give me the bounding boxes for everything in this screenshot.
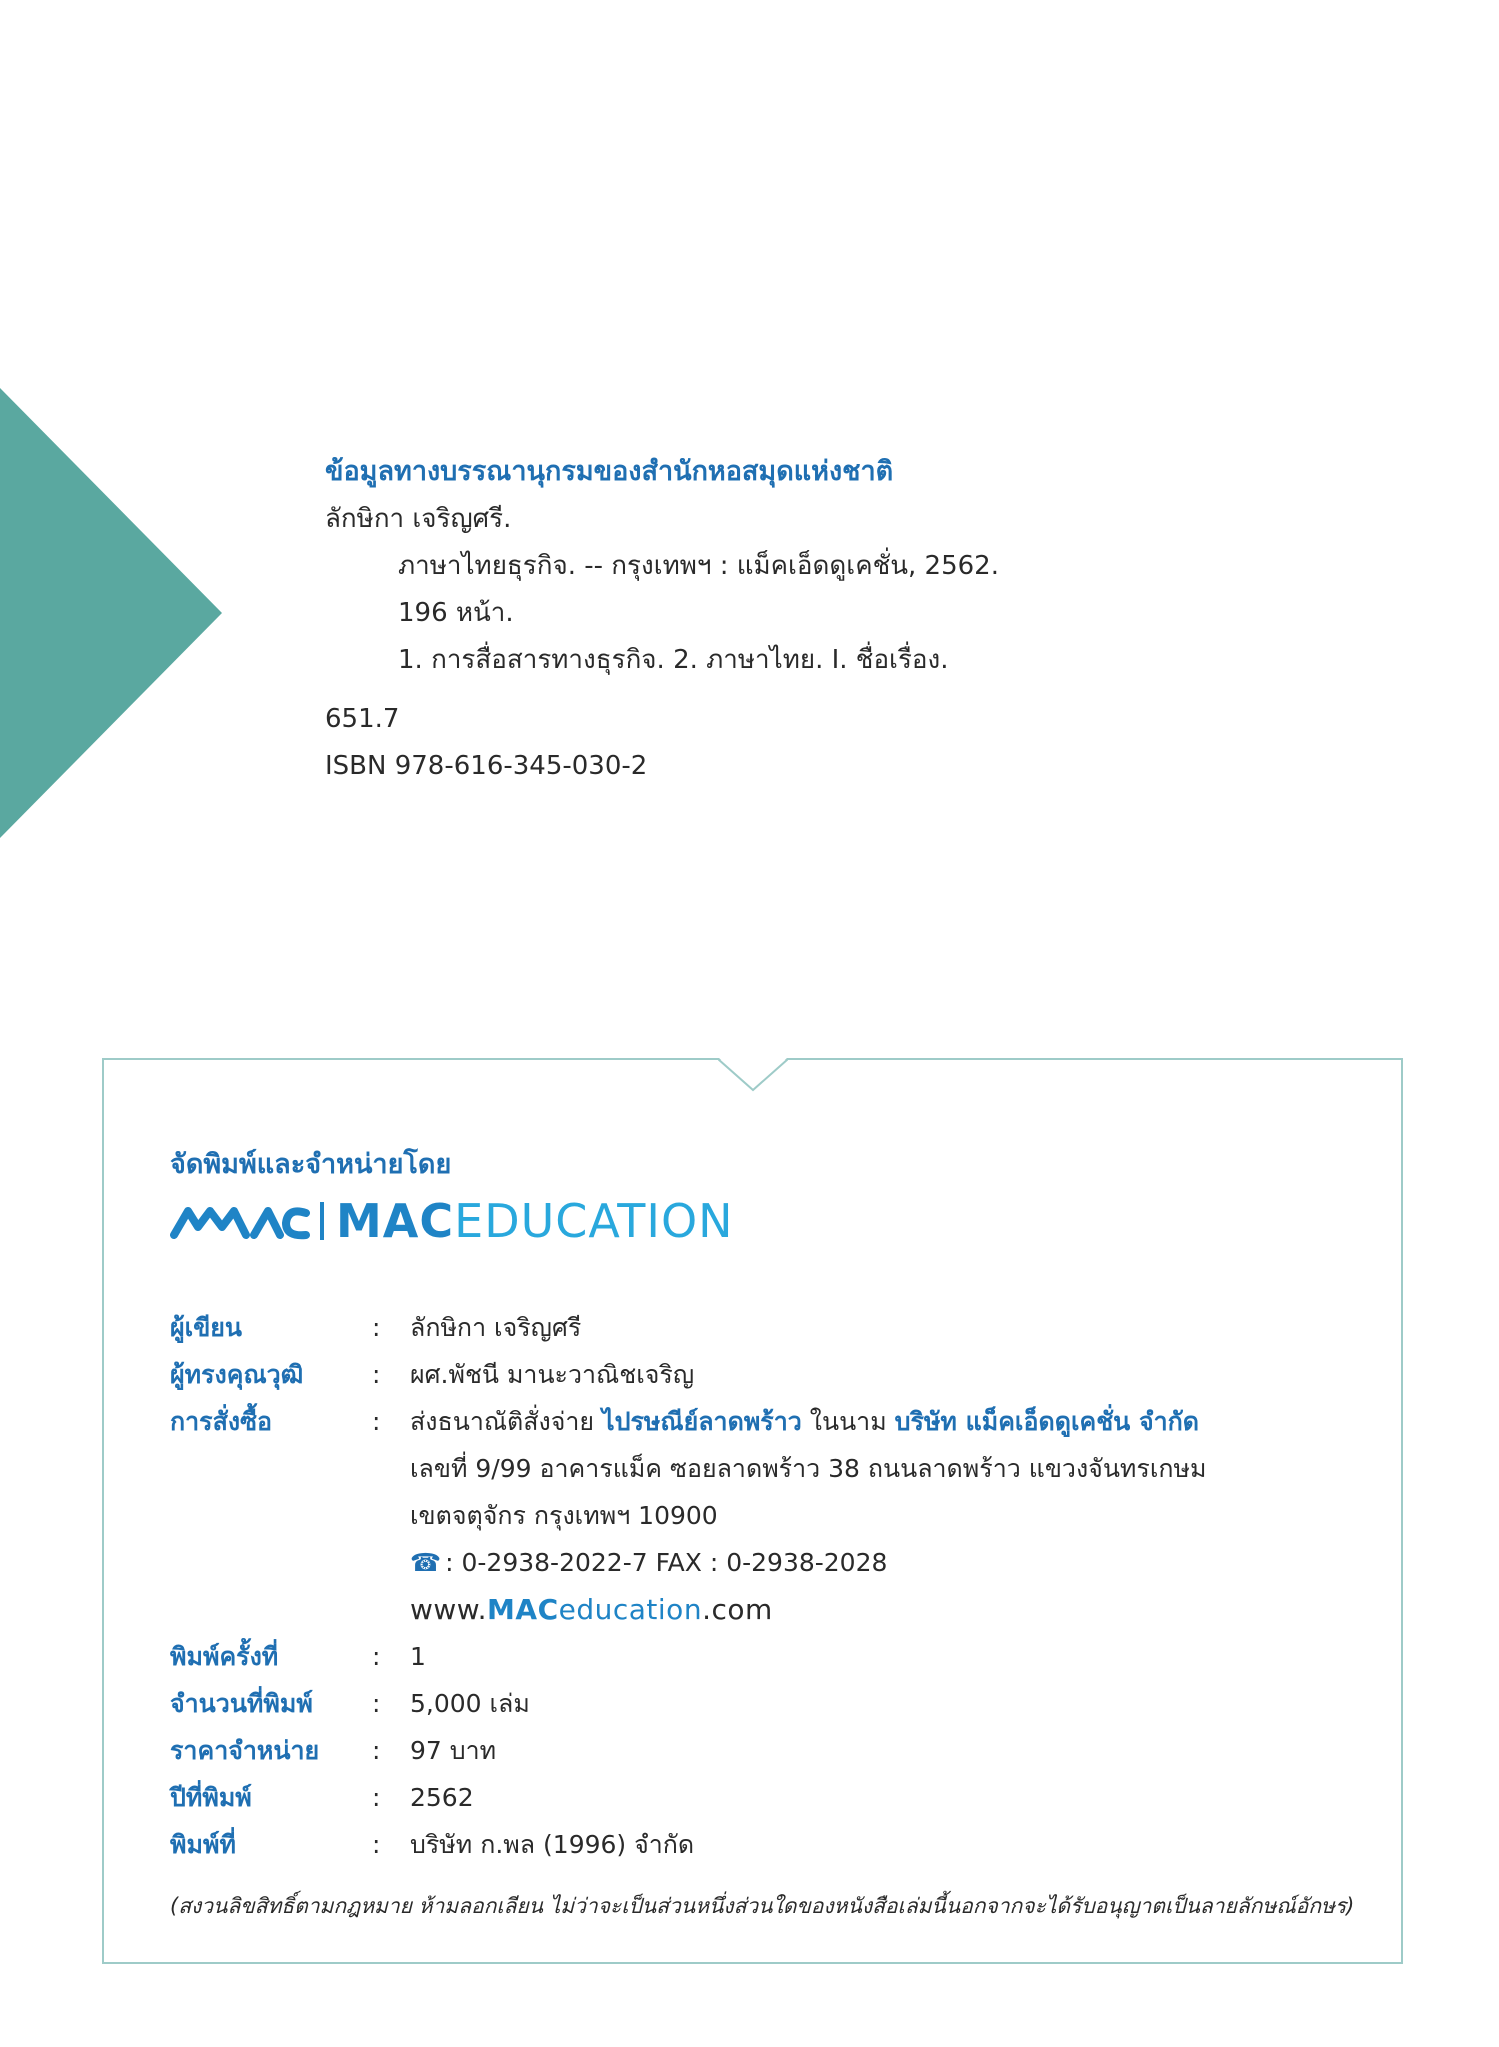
- order-post-office: ไปรษณีย์ลาดพร้าว: [602, 1407, 802, 1436]
- decorative-teal-triangle: [0, 388, 225, 838]
- order-prefix: ส่งธนาณัติสั่งจ่าย: [410, 1407, 595, 1436]
- cip-author: ลักษิกา เจริญศรี.: [325, 504, 512, 534]
- row-order: [170, 1398, 1370, 1445]
- author-value: ลักษิกา เจริญศรี: [410, 1313, 582, 1342]
- address-line-1: เลขที่ 9/99 อาคารแม็ค ซอยลาดพร้าว 38 ถนนลาดพร้าว แขวงจันทรเกษม: [410, 1454, 1207, 1483]
- copies-value: 5,000 เล่ม: [410, 1689, 530, 1718]
- cip-title: ภาษาไทยธุรกิจ. -- กรุงเทพฯ : แม็คเอ็ดดูเคชั่น, 2562.: [398, 551, 999, 581]
- price-value: 97 บาท: [410, 1736, 497, 1765]
- edition-value: 1: [410, 1642, 426, 1671]
- row-author: [170, 1304, 1370, 1351]
- cip-pages: 196 หน้า.: [398, 598, 514, 628]
- order-label: การสั่งซื้อ: [170, 1407, 273, 1436]
- logo-wordmark: [336, 1194, 734, 1248]
- colon: :: [372, 1783, 381, 1812]
- colon: :: [372, 1313, 381, 1342]
- colon: :: [372, 1642, 381, 1671]
- mac-logo-mark-icon: [170, 1201, 310, 1241]
- logo-mac: MAC: [336, 1194, 455, 1248]
- web-education: education: [558, 1593, 703, 1626]
- year-label: ปีที่พิมพ์: [170, 1783, 252, 1812]
- colon: :: [372, 1360, 381, 1389]
- address-line-2: เขตจตุจักร กรุงเทพฯ 10900: [410, 1501, 718, 1530]
- box-notch: [718, 1057, 788, 1093]
- publisher-heading: จัดพิมพ์และจำหน่ายโดย: [170, 1149, 452, 1180]
- copies-label: จำนวนที่พิมพ์: [170, 1689, 313, 1718]
- logo-education: EDUCATION: [454, 1194, 734, 1248]
- colon: :: [372, 1830, 381, 1859]
- mac-education-logo: [170, 1194, 734, 1248]
- price-label: ราคาจำหน่าย: [170, 1736, 320, 1765]
- colon: :: [372, 1736, 381, 1765]
- year-value: 2562: [410, 1783, 474, 1812]
- row-printer: [170, 1821, 1370, 1868]
- colon: :: [372, 1689, 381, 1718]
- phone-fax: : 0-2938-2022-7 FAX : 0-2938-2028: [445, 1548, 888, 1577]
- web-suffix: .com: [702, 1593, 773, 1626]
- edition-label: พิมพ์ครั้งที่: [170, 1642, 279, 1671]
- copyright-note: (สงวนลิขสิทธิ์ตามกฎหมาย ห้ามลอกเลียน ไม่ว่าจะเป็นส่วนหนึ่งส่วนใดของหนังสือเล่มนี้นอกจากจะได้รับอนุญาตเป็นลายลักษณ์อักษร): [170, 1894, 1355, 1918]
- order-value: [410, 1398, 1370, 1445]
- row-reviewer: [170, 1351, 1370, 1398]
- reviewer-label: ผู้ทรงคุณวุฒิ: [170, 1360, 304, 1389]
- publisher-info-box: [102, 1058, 1403, 1964]
- phone-icon: ☎: [410, 1548, 442, 1577]
- order-company: บริษัท แม็คเอ็ดดูเคชั่น จำกัด: [894, 1407, 1200, 1436]
- details-list: [170, 1304, 1370, 1868]
- cip-classification: 651.7: [325, 704, 400, 734]
- cip-isbn: ISBN 978-616-345-030-2: [325, 751, 648, 781]
- cip-heading: ข้อมูลทางบรรณานุกรมของสำนักหอสมุดแห่งชาติ: [325, 456, 894, 487]
- web-mac: MAC: [487, 1593, 559, 1626]
- row-year: [170, 1774, 1370, 1821]
- row-price: [170, 1727, 1370, 1774]
- cip-block: [325, 448, 1325, 790]
- web-prefix: www.: [410, 1593, 488, 1626]
- author-label: ผู้เขียน: [170, 1313, 243, 1342]
- cip-subjects: 1. การสื่อสารทางธุรกิจ. 2. ภาษาไทย. I. ชื่อเรื่อง.: [398, 645, 949, 675]
- website: [170, 1586, 1370, 1633]
- printer-value: บริษัท ก.พล (1996) จำกัด: [410, 1830, 695, 1859]
- printer-label: พิมพ์ที่: [170, 1830, 236, 1859]
- phone-line: [170, 1539, 1370, 1586]
- row-copies: [170, 1680, 1370, 1727]
- logo-divider: [320, 1202, 324, 1240]
- colon: :: [372, 1407, 381, 1436]
- row-edition: [170, 1633, 1370, 1680]
- reviewer-value: ผศ.พัชนี มานะวาณิชเจริญ: [410, 1360, 695, 1389]
- order-mid: ในนาม: [809, 1407, 887, 1436]
